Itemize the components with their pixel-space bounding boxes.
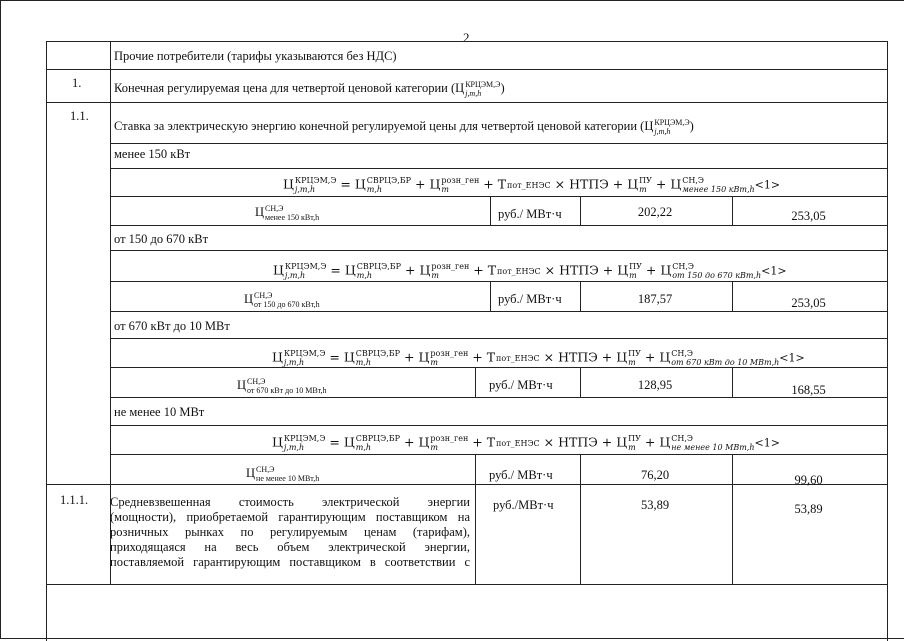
formula-block-4: Ц КРЦЭМ,Э j,m,h = Ц СВРЦЭ,БР m,h + Ц розн_ген m + T пот_ЕНЭС × НТПЭ + Ц ПУ m + Ц СН,Э не менее 10 МВт,h <1> xyxy=(272,434,780,452)
row-1-1-1-number: 1.1.1. xyxy=(60,493,89,507)
block-2-unit: руб./ МВт·ч xyxy=(498,292,562,306)
page-number: 2 xyxy=(463,30,470,45)
block-1-title: менее 150 кВт xyxy=(114,147,191,161)
block-4-label: Ц СН,Э не менее 10 МВт,h xyxy=(246,465,320,483)
row-1-title: Конечная регулируемая цена для четвертой ценовой категории (Ц КРЦЭМ,Э j,m,h ) xyxy=(114,80,505,98)
row-1-1-1-value-2: 53,89 xyxy=(794,502,823,516)
block-3-label: Ц СН,Э от 670 кВт до 10 МВт,h xyxy=(237,377,327,395)
block-3-unit: руб./ МВт·ч xyxy=(489,378,553,392)
block-2-label: Ц СН,Э от 150 до 670 кВт,h xyxy=(244,291,320,309)
row-1-1-title: Ставка за электрическую энергию конечной регулируемой цены для четвертой ценовой категории (Ц КРЦЭМ,Э j,m,h ) xyxy=(114,118,694,136)
formula-block-1: Ц КРЦЭМ,Э j,m,h = Ц СВРЦЭ,БР m,h + Ц розн_ген m + T пот_ЕНЭС × НТПЭ + Ц ПУ m + Ц СН,Э менее 150 кВт,h <1> xyxy=(283,176,781,194)
block-3-title: от 670 кВт до 10 МВт xyxy=(114,319,230,333)
block-2-value-2: 253,05 xyxy=(791,296,826,310)
block-3-value-2: 168,55 xyxy=(791,383,826,397)
block-4-title: не менее 10 МВт xyxy=(114,405,205,419)
row-1-1-1-value-1: 53,89 xyxy=(640,498,670,512)
formula-block-2: Ц КРЦЭМ,Э j,m,h = Ц СВРЦЭ,БР m,h + Ц розн_ген m + T пот_ЕНЭС × НТПЭ + Ц ПУ m + Ц СН,Э от 150 до 670 кВт,h <1> xyxy=(273,262,787,280)
block-2-title: от 150 до 670 кВт xyxy=(114,232,209,246)
block-2-value-1: 187,57 xyxy=(637,292,673,306)
block-1-value-2: 253,05 xyxy=(791,209,826,223)
block-1-value-1: 202,22 xyxy=(637,205,673,219)
block-1-unit: руб./ МВт·ч xyxy=(498,207,562,221)
block-4-unit: руб./ МВт·ч xyxy=(489,468,553,482)
block-4-value-1: 76,20 xyxy=(640,468,670,482)
block-4-value-2: 99,60 xyxy=(794,473,823,487)
row-1-1-1-unit: руб./МВт·ч xyxy=(493,498,554,512)
block-3-value-1: 128,95 xyxy=(637,378,673,392)
formula-block-3: Ц КРЦЭМ,Э j,m,h = Ц СВРЦЭ,БР m,h + Ц розн_ген m + T пот_ЕНЭС × НТПЭ + Ц ПУ m + Ц СН,Э от 670 кВт до 10 МВт,h <1> xyxy=(272,349,805,367)
section-header: Прочие потребители (тарифы указываются без НДС) xyxy=(114,49,397,63)
row-1-1-number: 1.1. xyxy=(70,109,89,123)
block-1-label: Ц СН,Э менее 150 кВт,h xyxy=(255,204,320,222)
row-1-number: 1. xyxy=(72,76,82,90)
row-1-1-1-description: Средневзвешенная стоимость электрической энергии (мощности), приобретаемой гарантирующим поставщиком на розничных рынках по регулируемым ценам (тарифам), приходящаяся на весь объем электрической энергии, поставляемой гарантирующим поставщиком в соответствии с xyxy=(110,495,470,569)
